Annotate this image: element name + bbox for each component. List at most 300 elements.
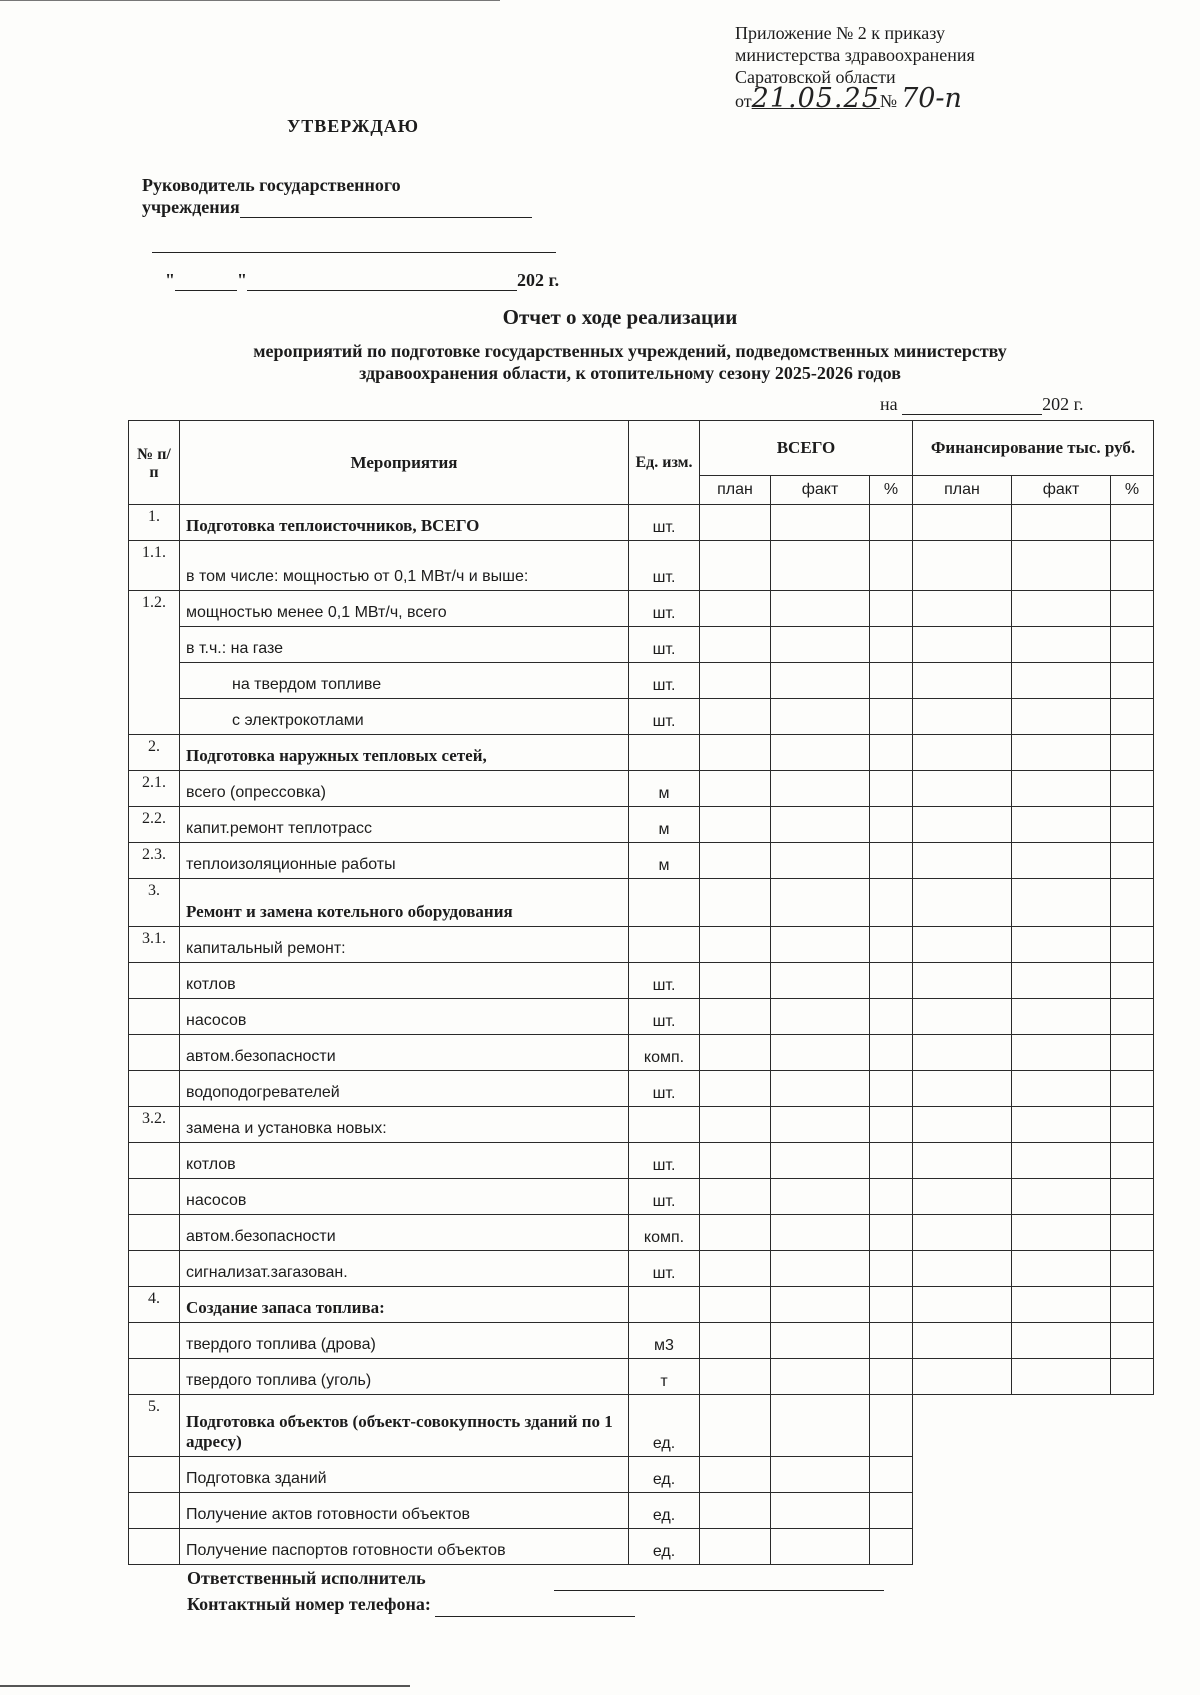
fin-fact-cell[interactable] [1012, 963, 1111, 999]
col-activity-header: Мероприятия [180, 421, 629, 505]
fin-plan-cell[interactable] [913, 1071, 1012, 1107]
fin-pct-cell[interactable] [1111, 1359, 1154, 1395]
total-pct-cell[interactable] [870, 541, 913, 591]
fin-fact-cell[interactable] [1012, 1107, 1111, 1143]
total-pct-cell[interactable] [870, 1359, 913, 1395]
fin-fact-cell[interactable] [1012, 843, 1111, 879]
total-plan-cell[interactable] [700, 963, 771, 999]
total-fact-cell[interactable] [771, 541, 870, 591]
responsible-blank[interactable] [554, 1572, 884, 1591]
fin-fact-cell[interactable] [1012, 1071, 1111, 1107]
col-total-header: ВСЕГО [700, 421, 913, 476]
total-pct-cell[interactable] [870, 1251, 913, 1287]
table-row [129, 541, 1154, 591]
total-fact-cell[interactable] [771, 1287, 870, 1323]
fin-pct-cell[interactable] [1111, 1071, 1154, 1107]
appendix-line-2: министерства здравоохранения [735, 45, 975, 65]
total-pct-cell[interactable] [870, 843, 913, 879]
fin-pct-cell[interactable] [1111, 505, 1154, 541]
fin-pct-cell[interactable] [1111, 541, 1154, 591]
fin-fact-header: факт [1012, 476, 1111, 505]
total-pct-cell[interactable] [870, 1107, 913, 1143]
responsible-label: Ответственный исполнитель [187, 1568, 426, 1588]
row-unit: шт. [629, 699, 700, 735]
appendix-line-1: Приложение № 2 к приказу [735, 23, 945, 43]
report-date-blank[interactable] [902, 396, 1042, 415]
total-plan-cell[interactable] [700, 1287, 771, 1323]
fin-plan-cell[interactable] [913, 771, 1012, 807]
fin-fact-cell [1012, 1493, 1111, 1529]
approval-title: УТВЕРЖДАЮ [287, 116, 420, 136]
total-pct-cell[interactable] [870, 1287, 913, 1323]
total-plan-cell[interactable] [700, 1493, 771, 1529]
total-pct-cell[interactable] [870, 1457, 913, 1493]
fin-fact-cell[interactable] [1012, 771, 1111, 807]
row-number: 5. [129, 1395, 180, 1457]
col-financing-header: Финансирование тыс. руб. [913, 421, 1154, 476]
appendix-line-3: Саратовской области [735, 67, 896, 87]
fin-pct-cell[interactable] [1111, 1323, 1154, 1359]
row-unit: шт. [629, 1143, 700, 1179]
table-row [129, 771, 1154, 807]
fin-plan-cell[interactable] [913, 963, 1012, 999]
total-pct-cell[interactable] [870, 771, 913, 807]
fin-plan-cell[interactable] [913, 699, 1012, 735]
fin-plan-cell[interactable] [913, 1035, 1012, 1071]
total-pct-cell[interactable] [870, 1179, 913, 1215]
fin-fact-cell[interactable] [1012, 1035, 1111, 1071]
row-number [129, 999, 180, 1035]
fin-pct-cell[interactable] [1111, 699, 1154, 735]
table-row [129, 1359, 1154, 1395]
row-number: 1. [129, 505, 180, 541]
fin-fact-cell[interactable] [1012, 1143, 1111, 1179]
total-plan-cell[interactable] [700, 927, 771, 963]
total-fact-cell[interactable] [771, 999, 870, 1035]
approval-year: 202 г. [517, 270, 560, 290]
fin-plan-cell [913, 1529, 1012, 1565]
total-pct-cell[interactable] [870, 999, 913, 1035]
total-fact-cell[interactable] [771, 1395, 870, 1457]
name-blank[interactable] [152, 252, 556, 253]
total-pct-cell[interactable] [870, 1035, 913, 1071]
total-plan-cell[interactable] [700, 999, 771, 1035]
table-header-row-1 [129, 421, 1154, 476]
signature-blank[interactable] [240, 199, 532, 218]
report-title: Отчет о ходе реализации [502, 305, 738, 329]
row-number [129, 1457, 180, 1493]
total-plan-cell[interactable] [700, 879, 771, 927]
fin-pct-cell [1111, 1493, 1154, 1529]
table-row [129, 1493, 1154, 1529]
total-pct-cell[interactable] [870, 879, 913, 927]
fin-plan-cell[interactable] [913, 879, 1012, 927]
fin-pct-cell[interactable] [1111, 927, 1154, 963]
row-unit: ед. [629, 1395, 700, 1457]
total-pct-cell[interactable] [870, 735, 913, 771]
fin-plan-cell[interactable] [913, 999, 1012, 1035]
total-pct-cell[interactable] [870, 807, 913, 843]
fin-pct-cell[interactable] [1111, 807, 1154, 843]
approval-signatory [142, 174, 532, 218]
fin-fact-cell[interactable] [1012, 505, 1111, 541]
table-row [129, 879, 1154, 927]
row-number: 3.1. [129, 927, 180, 963]
row-activity: всего (опрессовка) [180, 771, 629, 807]
total-plan-cell[interactable] [700, 843, 771, 879]
row-number [129, 1071, 180, 1107]
table-row [129, 1107, 1154, 1143]
total-fact-cell[interactable] [771, 1323, 870, 1359]
footer [187, 1565, 884, 1617]
month-blank[interactable] [247, 272, 517, 291]
fin-plan-header: план [913, 476, 1012, 505]
total-plan-cell[interactable] [700, 699, 771, 735]
total-plan-cell[interactable] [700, 1323, 771, 1359]
table-row [129, 1071, 1154, 1107]
total-fact-cell[interactable] [771, 963, 870, 999]
total-fact-cell[interactable] [771, 927, 870, 963]
total-pct-cell[interactable] [870, 1071, 913, 1107]
col-num-header: № п/п [129, 421, 180, 505]
row-activity: Подготовка теплоисточников, ВСЕГО [180, 505, 629, 541]
table-row [129, 807, 1154, 843]
order-number-sign: № [879, 91, 898, 111]
row-number [129, 1493, 180, 1529]
total-fact-cell[interactable] [771, 699, 870, 735]
row-activity: Получение паспортов готовности объектов [180, 1529, 629, 1565]
row-number: 3. [129, 879, 180, 927]
fin-fact-cell[interactable] [1012, 735, 1111, 771]
table-row [129, 1215, 1154, 1251]
table-row [129, 1179, 1154, 1215]
row-activity: насосов [180, 999, 629, 1035]
total-fact-cell[interactable] [771, 663, 870, 699]
fin-pct-cell[interactable] [1111, 771, 1154, 807]
fin-pct-cell[interactable] [1111, 1215, 1154, 1251]
phone-blank[interactable] [435, 1598, 635, 1617]
row-unit [629, 735, 700, 771]
fin-fact-cell[interactable] [1012, 663, 1111, 699]
total-plan-cell[interactable] [700, 1359, 771, 1395]
row-number: 4. [129, 1287, 180, 1323]
signatory-line-1: Руководитель государственного [142, 175, 401, 195]
total-fact-cell[interactable] [771, 1035, 870, 1071]
total-fact-cell[interactable] [771, 1107, 870, 1143]
fin-plan-cell [913, 1493, 1012, 1529]
subtitle-line-2: здравоохранения области, к отопительному сезону 2025-2026 годов [359, 363, 901, 383]
total-plan-cell[interactable] [700, 591, 771, 627]
fin-plan-cell[interactable] [913, 541, 1012, 591]
total-fact-cell[interactable] [771, 1359, 870, 1395]
total-fact-cell[interactable] [771, 735, 870, 771]
row-number [129, 1035, 180, 1071]
fin-pct-cell[interactable] [1111, 963, 1154, 999]
fin-plan-cell[interactable] [913, 1359, 1012, 1395]
total-pct-cell[interactable] [870, 1493, 913, 1529]
fin-pct-cell [1111, 1529, 1154, 1565]
total-pct-cell[interactable] [870, 1529, 913, 1565]
row-unit: ед. [629, 1493, 700, 1529]
fin-fact-cell[interactable] [1012, 927, 1111, 963]
table-body [129, 505, 1154, 1565]
total-plan-cell[interactable] [700, 1215, 771, 1251]
total-fact-cell[interactable] [771, 505, 870, 541]
fin-pct-cell[interactable] [1111, 1179, 1154, 1215]
fin-fact-cell[interactable] [1012, 591, 1111, 627]
row-activity: Создание запаса топлива: [180, 1287, 629, 1323]
total-plan-cell[interactable] [700, 1071, 771, 1107]
fin-pct-cell[interactable] [1111, 627, 1154, 663]
row-unit: шт. [629, 1179, 700, 1215]
total-plan-cell[interactable] [700, 663, 771, 699]
fin-plan-cell[interactable] [913, 663, 1012, 699]
row-number [129, 1323, 180, 1359]
total-fact-cell[interactable] [771, 879, 870, 927]
fin-fact-cell[interactable] [1012, 1215, 1111, 1251]
row-unit: шт. [629, 541, 700, 591]
row-unit: шт. [629, 591, 700, 627]
col-unit-header: Ед. изм. [629, 421, 700, 505]
row-number: 2.3. [129, 843, 180, 879]
order-prefix: от [735, 91, 752, 111]
row-activity: с электрокотлами [180, 699, 629, 735]
total-fact-cell[interactable] [771, 1071, 870, 1107]
row-unit: м [629, 771, 700, 807]
fin-plan-cell[interactable] [913, 1287, 1012, 1323]
fin-plan-cell[interactable] [913, 1251, 1012, 1287]
fin-fact-cell[interactable] [1012, 1251, 1111, 1287]
order-reference [735, 83, 962, 114]
total-pct-cell[interactable] [870, 1143, 913, 1179]
row-number: 2.1. [129, 771, 180, 807]
fin-plan-cell[interactable] [913, 1107, 1012, 1143]
row-activity: твердого топлива (дрова) [180, 1323, 629, 1359]
fin-fact-cell[interactable] [1012, 879, 1111, 927]
total-fact-cell[interactable] [771, 627, 870, 663]
total-pct-cell[interactable] [870, 699, 913, 735]
row-unit: ед. [629, 1529, 700, 1565]
total-fact-cell[interactable] [771, 771, 870, 807]
row-unit: шт. [629, 999, 700, 1035]
row-unit [629, 1287, 700, 1323]
total-fact-cell[interactable] [771, 807, 870, 843]
fin-plan-cell[interactable] [913, 627, 1012, 663]
total-plan-cell[interactable] [700, 1395, 771, 1457]
total-fact-header: факт [771, 476, 870, 505]
row-activity: Ремонт и замена котельного оборудования [180, 879, 629, 927]
fin-fact-cell [1012, 1529, 1111, 1565]
total-pct-cell[interactable] [870, 927, 913, 963]
fin-fact-cell[interactable] [1012, 627, 1111, 663]
table-row [129, 1395, 1154, 1457]
report-subtitle [180, 340, 1080, 384]
row-unit: шт. [629, 1251, 700, 1287]
row-activity: Подготовка зданий [180, 1457, 629, 1493]
fin-plan-cell[interactable] [913, 1143, 1012, 1179]
total-plan-cell[interactable] [700, 505, 771, 541]
row-activity: на твердом топливе [180, 663, 629, 699]
fin-fact-cell [1012, 1457, 1111, 1493]
total-pct-cell[interactable] [870, 963, 913, 999]
total-fact-cell[interactable] [771, 1493, 870, 1529]
row-activity: в том числе: мощностью от 0,1 МВт/ч и выше: [180, 541, 629, 591]
fin-plan-cell[interactable] [913, 591, 1012, 627]
row-activity: в т.ч.: на газе [180, 627, 629, 663]
row-unit [629, 927, 700, 963]
fin-plan-cell[interactable] [913, 1179, 1012, 1215]
fin-pct-cell[interactable] [1111, 879, 1154, 927]
total-pct-cell[interactable] [870, 627, 913, 663]
total-plan-cell[interactable] [700, 1457, 771, 1493]
fin-pct-cell[interactable] [1111, 1251, 1154, 1287]
row-number: 3.2. [129, 1107, 180, 1143]
total-plan-cell[interactable] [700, 735, 771, 771]
row-unit: ед. [629, 1457, 700, 1493]
table-row [129, 1251, 1154, 1287]
total-pct-cell[interactable] [870, 505, 913, 541]
fin-pct-cell[interactable] [1111, 1143, 1154, 1179]
row-activity: твердого топлива (уголь) [180, 1359, 629, 1395]
fin-pct-cell[interactable] [1111, 663, 1154, 699]
fin-pct-cell[interactable] [1111, 1287, 1154, 1323]
fin-fact-cell[interactable] [1012, 1179, 1111, 1215]
scan-bottom-edge [0, 1685, 410, 1687]
fin-fact-cell [1012, 1395, 1111, 1457]
fin-fact-cell[interactable] [1012, 807, 1111, 843]
fin-pct-cell[interactable] [1111, 735, 1154, 771]
total-pct-header: % [870, 476, 913, 505]
total-pct-cell[interactable] [870, 1395, 913, 1457]
row-number: 1.1. [129, 541, 180, 591]
table-row [129, 1143, 1154, 1179]
total-fact-cell[interactable] [771, 1143, 870, 1179]
fin-fact-cell[interactable] [1012, 699, 1111, 735]
table-row [129, 735, 1154, 771]
phone-label: Контактный номер телефона: [187, 1594, 431, 1614]
table-row [129, 505, 1154, 541]
fin-fact-cell[interactable] [1012, 541, 1111, 591]
total-plan-cell[interactable] [700, 1035, 771, 1071]
fin-plan-cell [913, 1457, 1012, 1493]
fin-plan-cell[interactable] [913, 843, 1012, 879]
fin-plan-cell[interactable] [913, 807, 1012, 843]
fin-pct-cell [1111, 1457, 1154, 1493]
report-date [880, 394, 1083, 415]
row-number [129, 1251, 180, 1287]
scan-top-edge [0, 0, 500, 1]
row-number [129, 1529, 180, 1565]
total-plan-cell[interactable] [700, 1107, 771, 1143]
fin-fact-cell[interactable] [1012, 999, 1111, 1035]
fin-plan-cell [913, 1395, 1012, 1457]
row-activity: насосов [180, 1179, 629, 1215]
total-pct-cell[interactable] [870, 1323, 913, 1359]
total-plan-cell[interactable] [700, 1529, 771, 1565]
total-plan-cell[interactable] [700, 771, 771, 807]
row-activity: автом.безопасности [180, 1035, 629, 1071]
fin-pct-cell [1111, 1395, 1154, 1457]
row-number: 2.2. [129, 807, 180, 843]
row-activity: котлов [180, 1143, 629, 1179]
row-unit: шт. [629, 1071, 700, 1107]
fin-plan-cell[interactable] [913, 505, 1012, 541]
fin-plan-cell[interactable] [913, 1323, 1012, 1359]
total-plan-cell[interactable] [700, 1179, 771, 1215]
row-unit: м [629, 807, 700, 843]
subtitle-line-1: мероприятий по подготовке государственных учреждений, подведомственных министерству [253, 341, 1007, 361]
row-activity: Подготовка наружных тепловых сетей, [180, 735, 629, 771]
row-number [129, 1359, 180, 1395]
row-activity: сигнализат.загазован. [180, 1251, 629, 1287]
fin-pct-cell[interactable] [1111, 999, 1154, 1035]
row-unit [629, 1107, 700, 1143]
row-activity: автом.безопасности [180, 1215, 629, 1251]
fin-fact-cell[interactable] [1012, 1359, 1111, 1395]
as-of-year: 202 г. [1042, 394, 1084, 414]
table-row [129, 963, 1154, 999]
table-row [129, 627, 1154, 663]
fin-pct-cell[interactable] [1111, 1107, 1154, 1143]
fin-pct-header: % [1111, 476, 1154, 505]
total-pct-cell[interactable] [870, 1215, 913, 1251]
total-pct-cell[interactable] [870, 591, 913, 627]
table-row [129, 699, 1154, 735]
fin-plan-cell[interactable] [913, 927, 1012, 963]
total-fact-cell[interactable] [771, 1215, 870, 1251]
total-pct-cell[interactable] [870, 663, 913, 699]
day-blank[interactable] [175, 272, 237, 291]
total-plan-cell[interactable] [700, 627, 771, 663]
fin-pct-cell[interactable] [1111, 591, 1154, 627]
order-number: 70-п [901, 83, 962, 114]
total-fact-cell[interactable] [771, 1179, 870, 1215]
fin-plan-cell[interactable] [913, 735, 1012, 771]
row-unit: шт. [629, 663, 700, 699]
total-plan-header: план [700, 476, 771, 505]
fin-fact-cell[interactable] [1012, 1287, 1111, 1323]
total-fact-cell[interactable] [771, 1529, 870, 1565]
row-number [129, 1215, 180, 1251]
fin-pct-cell[interactable] [1111, 843, 1154, 879]
total-plan-cell[interactable] [700, 1143, 771, 1179]
total-plan-cell[interactable] [700, 541, 771, 591]
report-table [128, 420, 1154, 1565]
table-row [129, 663, 1154, 699]
total-fact-cell[interactable] [771, 591, 870, 627]
row-number [129, 1143, 180, 1179]
row-activity: водоподогревателей [180, 1071, 629, 1107]
row-unit: шт. [629, 627, 700, 663]
total-fact-cell[interactable] [771, 843, 870, 879]
table-row [129, 999, 1154, 1035]
fin-fact-cell[interactable] [1012, 1323, 1111, 1359]
total-plan-cell[interactable] [700, 1251, 771, 1287]
table-row [129, 1323, 1154, 1359]
total-fact-cell[interactable] [771, 1457, 870, 1493]
row-activity: Получение актов готовности объектов [180, 1493, 629, 1529]
open-quote: " [165, 270, 175, 290]
row-unit [629, 879, 700, 927]
total-plan-cell[interactable] [700, 807, 771, 843]
approval-date [165, 270, 559, 291]
total-fact-cell[interactable] [771, 1251, 870, 1287]
row-number [129, 1179, 180, 1215]
row-activity: Подготовка объектов (объект-совокупность зданий по 1 адресу) [180, 1395, 629, 1457]
fin-pct-cell[interactable] [1111, 1035, 1154, 1071]
fin-plan-cell[interactable] [913, 1215, 1012, 1251]
table-row [129, 1287, 1154, 1323]
